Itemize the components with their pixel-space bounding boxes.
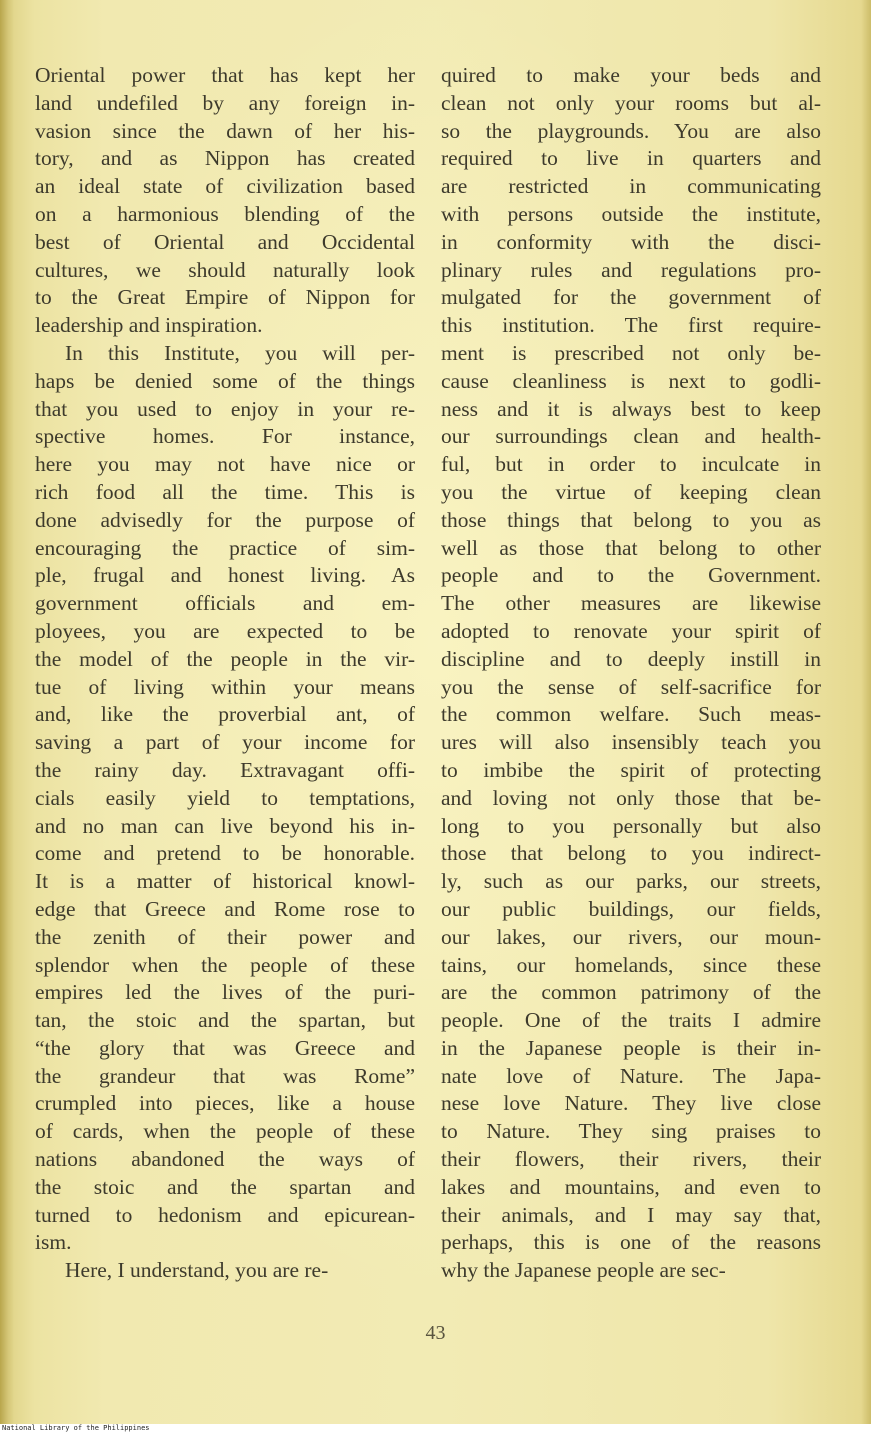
text-line: adopted to renovate your spirit of: [441, 618, 821, 643]
text-line: our surroundings clean and health-: [441, 424, 821, 449]
text-line: well as those that belong to other: [441, 535, 821, 560]
text-line: their flowers, their rivers, their: [441, 1147, 821, 1172]
text-line: you the virtue of keeping clean: [441, 479, 821, 504]
text-line: our public buildings, our fields,: [441, 896, 821, 921]
text-line: crumpled into pieces, like a house: [35, 1091, 415, 1116]
text-line: spective homes. For instance,: [35, 424, 415, 449]
text-line: the rainy day. Extravagant offi-: [35, 757, 415, 782]
text-line: In this Institute, you will per-: [65, 340, 415, 365]
text-line: the model of the people in the vir-: [35, 646, 415, 671]
text-line: and, like the proverbial ant, of: [35, 702, 415, 727]
text-line: mulgated for the government of: [441, 285, 821, 310]
text-line: nate love of Nature. The Japa-: [441, 1063, 821, 1088]
text-line: leadership and inspiration.: [35, 313, 263, 338]
text-line: to Nature. They sing praises to: [441, 1119, 821, 1144]
text-line: empires led the lives of the puri-: [35, 980, 415, 1005]
text-line: edge that Greece and Rome rose to: [35, 896, 415, 921]
text-line: It is a matter of historical knowl-: [35, 869, 415, 894]
text-line: government officials and em-: [35, 591, 415, 616]
text-line: rich food all the time. This is: [35, 479, 415, 504]
text-line: this institution. The first require-: [441, 313, 821, 338]
text-line: haps be denied some of the things: [35, 368, 415, 393]
text-line: to imbibe the spirit of protecting: [441, 757, 821, 782]
text-line: nese love Nature. They live close: [441, 1091, 821, 1116]
text-line: people and to the Government.: [441, 563, 821, 588]
text-line: the common welfare. Such meas-: [441, 702, 821, 727]
text-line: best of Oriental and Occidental: [35, 229, 415, 254]
text-line: required to live in quarters and: [441, 146, 821, 171]
text-line: plinary rules and regulations pro-: [441, 257, 821, 282]
text-line: clean not only your rooms but al-: [441, 90, 821, 115]
text-line: and loving not only those that be-: [441, 785, 821, 810]
text-line: cials easily yield to temptations,: [35, 785, 415, 810]
text-line: ures will also insensibly teach you: [441, 730, 821, 755]
text-line: saving a part of your income for: [35, 730, 415, 755]
text-line: Here, I understand, you are re-: [65, 1258, 329, 1283]
page-number: 43: [425, 1322, 446, 1344]
text-line: The other measures are likewise: [441, 591, 821, 616]
text-line: tory, and as Nippon has created: [35, 146, 415, 171]
text-line: the zenith of their power and: [35, 924, 415, 949]
text-line: long to you personally but also: [441, 813, 821, 838]
left-text-column: [35, 62, 415, 1285]
text-line: encouraging the practice of sim-: [35, 535, 415, 560]
text-line: so the playgrounds. You are also: [441, 118, 821, 143]
text-line: you the sense of self-sacrifice for: [441, 674, 821, 699]
right-text-column: [441, 62, 821, 1285]
text-line: why the Japanese people are sec-: [441, 1258, 726, 1283]
text-line: are the common patrimony of the: [441, 980, 821, 1005]
library-credit: National Library of the Philippines: [2, 1424, 150, 1432]
text-line: in conformity with the disci-: [441, 229, 821, 254]
text-line: turned to hedonism and epicurean-: [35, 1202, 415, 1227]
text-line: ployees, you are expected to be: [35, 618, 415, 643]
text-line: are restricted in communicating: [441, 174, 821, 199]
text-line: ple, frugal and honest living. As: [35, 563, 415, 588]
text-line: their animals, and I may say that,: [441, 1202, 821, 1227]
text-line: those things that belong to you as: [441, 507, 821, 532]
text-line: tan, the stoic and the spartan, but: [35, 1008, 415, 1033]
text-line: perhaps, this is one of the reasons: [441, 1230, 821, 1255]
text-line: “the glory that was Greece and: [35, 1035, 415, 1060]
text-line: and no man can live beyond his in-: [35, 813, 415, 838]
text-line: here you may not have nice or: [35, 452, 415, 477]
text-line: to the Great Empire of Nippon for: [35, 285, 415, 310]
text-line: quired to make your beds and: [441, 63, 821, 87]
text-line: ism.: [35, 1230, 72, 1255]
text-line: land undefiled by any foreign in-: [35, 90, 415, 115]
text-line: splendor when the people of these: [35, 952, 415, 977]
text-line: discipline and to deeply instill in: [441, 646, 821, 671]
text-line: lakes and mountains, and even to: [441, 1174, 821, 1199]
text-line: ment is prescribed not only be-: [441, 340, 821, 365]
text-line: come and pretend to be honorable.: [35, 841, 415, 866]
text-line: vasion since the dawn of her his-: [35, 118, 415, 143]
text-line: cultures, we should naturally look: [35, 257, 415, 282]
text-line: our lakes, our rivers, our moun-: [441, 924, 821, 949]
text-line: done advisedly for the purpose of: [35, 507, 415, 532]
text-line: that you used to enjoy in your re-: [35, 396, 415, 421]
text-line: on a harmonious blending of the: [35, 201, 415, 226]
text-line: of cards, when the people of these: [35, 1119, 415, 1144]
text-line: cause cleanliness is next to godli-: [441, 368, 821, 393]
text-line: people. One of the traits I admire: [441, 1008, 821, 1033]
text-line: with persons outside the institute,: [441, 201, 821, 226]
text-line: an ideal state of civilization based: [35, 174, 415, 199]
text-line: tue of living within your means: [35, 674, 415, 699]
text-line: in the Japanese people is their in-: [441, 1035, 821, 1060]
text-line: those that belong to you indirect-: [441, 841, 821, 866]
text-line: nations abandoned the ways of: [35, 1147, 415, 1172]
text-line: the stoic and the spartan and: [35, 1174, 415, 1199]
text-line: tains, our homelands, since these: [441, 952, 821, 977]
text-line: the grandeur that was Rome”: [35, 1063, 415, 1088]
text-line: Oriental power that has kept her: [35, 63, 415, 87]
text-line: ful, but in order to inculcate in: [441, 452, 821, 477]
text-line: ly, such as our parks, our streets,: [441, 869, 821, 894]
text-line: ness and it is always best to keep: [441, 396, 821, 421]
